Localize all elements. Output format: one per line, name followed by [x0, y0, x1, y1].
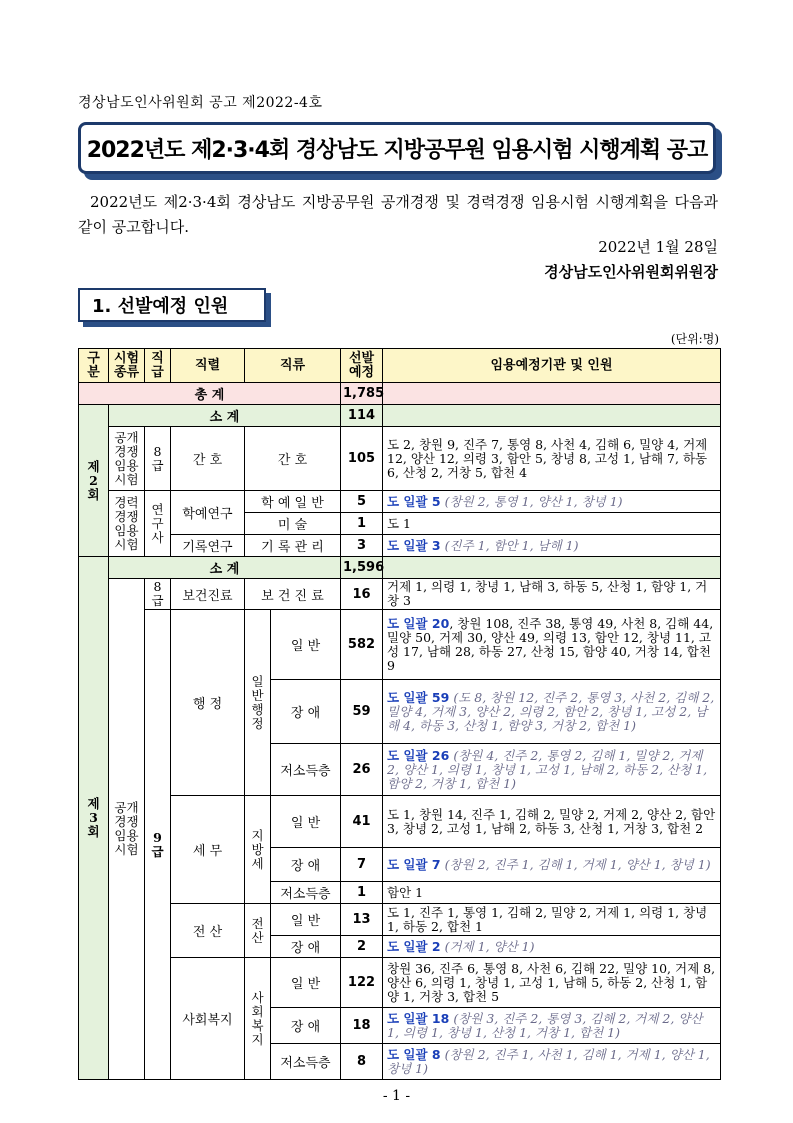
recruitment-table [78, 348, 721, 1080]
planned-num: 7 [341, 848, 383, 882]
do-bulk: 도 일괄 2 [387, 938, 441, 954]
alloc-cell [383, 610, 721, 680]
alloc-cell [383, 535, 721, 557]
table-row [79, 405, 721, 427]
sub-class-cell: 장 애 [271, 848, 341, 882]
class-cell: 보 건 진 료 [245, 579, 341, 610]
alloc-detail: , 창원 108, 진주 38, 통영 49, 사천 8, 김해 44, 밀양 50, 거제 30, 양산 49, 의령 13, 함안 12, 창녕 11, 고성 17, 남해 28, 하동 27, 산청 15, 함양 40, 거창 14, 합천 9 [387, 615, 714, 673]
sub-class-cell: 일 반 [271, 958, 341, 1008]
do-bulk: 도 일괄 26 [387, 747, 450, 763]
section-box [78, 288, 266, 322]
header-series: 직렬 [171, 349, 245, 383]
total-value: 1,785 [341, 383, 383, 405]
planned-num: 582 [341, 610, 383, 680]
header-exam-type: 시험 종류 [109, 349, 145, 383]
round-3-label: 제 3 회 [79, 557, 109, 1080]
alloc-cell: 함안 1 [383, 882, 721, 904]
alloc-detail: (진주 1, 함안 1, 남해 1) [444, 537, 579, 553]
do-bulk: 도 일괄 7 [387, 856, 441, 872]
table-row [79, 610, 721, 680]
planned-num: 16 [341, 579, 383, 610]
header-planned: 선발 예정 [341, 349, 383, 383]
do-bulk: 도 일괄 59 [387, 689, 450, 705]
subtotal-label: 소 계 [109, 557, 341, 579]
class-cell: 전산 [245, 904, 271, 958]
planned-num: 122 [341, 958, 383, 1008]
do-bulk: 도 일괄 18 [387, 1010, 450, 1026]
header-grade: 직급 [145, 349, 171, 383]
alloc-cell: 도 1 [383, 513, 721, 535]
sub-class-cell: 저소득층 [271, 744, 341, 796]
sub-class-cell: 장 애 [271, 1008, 341, 1044]
title-box [78, 122, 716, 174]
series-cell: 사회복지 [171, 958, 245, 1080]
planned-num: 18 [341, 1008, 383, 1044]
alloc-cell: 도 1, 진주 1, 통영 1, 김해 2, 밀양 2, 거제 1, 의령 1, 창녕 1, 하동 2, 합천 1 [383, 904, 721, 936]
planned-num: 1 [341, 513, 383, 535]
table-row [79, 796, 721, 848]
exam-type-open: 공개 경쟁 임용 시험 [109, 427, 145, 491]
sub-class-cell: 저소득층 [271, 1044, 341, 1080]
alloc-detail: (도 8, 창원 12, 진주 2, 통영 3, 사천 2, 김해 2, 밀양 4, 거제 3, 양산 2, 의령 2, 함안 2, 창녕 1, 고성 2, 남해 4, 하동 3, 산청 1, 함양 3, 거창 2, 합천 1) [387, 689, 715, 733]
planned-num: 8 [341, 1044, 383, 1080]
series-cell: 세 무 [171, 796, 245, 904]
round-3-subtotal: 1,596 [341, 557, 383, 579]
planned-num: 26 [341, 744, 383, 796]
grade-cell: 8 급 [145, 427, 171, 491]
table-row [79, 579, 721, 610]
series-cell: 전 산 [171, 904, 245, 958]
grade-cell: 9 급 [145, 610, 171, 1080]
alloc-detail: (창원 2, 통영 1, 양산 1, 창녕 1) [444, 493, 623, 509]
sub-class-cell: 일 반 [271, 610, 341, 680]
sub-class-cell: 장 애 [271, 936, 341, 958]
total-label: 총 계 [79, 383, 341, 405]
page-title: 2022년도 제2·3·4회 경상남도 지방공무원 임용시험 시행계획 공고 [86, 137, 708, 163]
exam-type-open: 공개 경쟁 임용 시험 [109, 579, 145, 1080]
series-cell: 학예연구 [171, 491, 245, 535]
alloc-cell [383, 680, 721, 744]
series-cell: 간 호 [171, 427, 245, 491]
exam-type-career: 경력 경쟁 임용 시험 [109, 491, 145, 557]
alloc-cell: 거제 1, 의령 1, 창녕 1, 남해 3, 하동 5, 산청 1, 함양 1, 거창 3 [383, 579, 721, 610]
sub-class-cell: 일 반 [271, 796, 341, 848]
alloc-cell: 창원 36, 진주 6, 통영 8, 사천 6, 김해 22, 밀양 10, 거제 8, 양산 6, 의령 1, 창녕 1, 고성 1, 남해 5, 하동 2, 산청 1, 함양 1, 거창 3, 합천 5 [383, 958, 721, 1008]
class-cell: 학 예 일 반 [245, 491, 341, 513]
page-number: - 1 - [382, 1088, 411, 1104]
total-row [79, 383, 721, 405]
alloc-detail: (창원 4, 진주 2, 통영 2, 김해 1, 밀양 2, 거제 2, 양산 1, 의령 1, 창녕 1, 고성 1, 남해 2, 하동 2, 산청 1, 함양 2, 거창 1, 합천 1) [387, 747, 708, 791]
table-row [79, 491, 721, 513]
alloc-cell [383, 744, 721, 796]
alloc-cell: 도 1, 창원 14, 진주 1, 김해 2, 밀양 2, 거제 2, 양산 2, 함안 3, 창녕 2, 고성 1, 남해 2, 하동 3, 산청 1, 거창 3, 합천 2 [383, 796, 721, 848]
do-bulk: 도 일괄 20 [387, 615, 450, 631]
table-row [79, 958, 721, 1008]
alloc-detail: (창원 2, 진주 1, 김해 1, 거제 1, 양산 1, 창녕 1) [444, 856, 711, 872]
class-cell: 기 록 관 리 [245, 535, 341, 557]
planned-num: 41 [341, 796, 383, 848]
alloc-cell [383, 1008, 721, 1044]
grade-cell: 연 구 사 [145, 491, 171, 557]
header-class: 직류 [245, 349, 341, 383]
class-cell: 사회 복지 [245, 958, 271, 1080]
table-header-row [79, 349, 721, 383]
planned-num: 13 [341, 904, 383, 936]
sub-class-cell: 저소득층 [271, 882, 341, 904]
table-row [79, 557, 721, 579]
do-bulk: 도 일괄 3 [387, 537, 441, 553]
round-2-label: 제 2 회 [79, 405, 109, 557]
issuer: 경상남도인사위원회위원장 [544, 263, 718, 281]
planned-num: 59 [341, 680, 383, 744]
notice-date: 2022년 1월 28일 [598, 238, 718, 256]
alloc-detail: (창원 3, 진주 2, 통영 3, 김해 2, 거제 2, 양산 1, 의령 1, 창녕 1, 산청 1, 거창 1, 합천 1) [387, 1010, 703, 1040]
sub-class-cell: 일 반 [271, 904, 341, 936]
do-bulk: 도 일괄 5 [387, 493, 441, 509]
alloc-detail: (창원 2, 진주 1, 사천 1, 김해 1, 거제 1, 양산 1, 창녕 1) [387, 1046, 710, 1076]
intro-paragraph: 2022년도 제2·3·4회 경상남도 지방공무원 공개경쟁 및 경력경쟁 임용시험 시행계획을 다음과 같이 공고합니다. [78, 193, 718, 236]
class-cell: 간 호 [245, 427, 341, 491]
sub-class-cell: 장 애 [271, 680, 341, 744]
class-cell: 지방세 [245, 796, 271, 904]
planned-num: 2 [341, 936, 383, 958]
header-division: 구분 [79, 349, 109, 383]
series-cell: 보건진료 [171, 579, 245, 610]
class-cell: 일반 행정 [245, 610, 271, 796]
alloc-cell [383, 936, 721, 958]
alloc-cell [383, 1044, 721, 1080]
class-cell: 미 술 [245, 513, 341, 535]
grade-cell: 8 급 [145, 579, 171, 610]
planned-num: 5 [341, 491, 383, 513]
table-row [79, 535, 721, 557]
planned-num: 105 [341, 427, 383, 491]
unit-label: (단위:명) [670, 332, 719, 346]
notice-number: 경상남도인사위원회 공고 제2022-4호 [78, 95, 323, 111]
table-row [79, 427, 721, 491]
alloc-cell [383, 491, 721, 513]
series-cell: 기록연구 [171, 535, 245, 557]
table-row [79, 904, 721, 936]
alloc-cell: 도 2, 창원 9, 진주 7, 통영 8, 사천 4, 김해 6, 밀양 4, 거제 12, 양산 12, 의령 3, 함안 5, 창녕 8, 고성 1, 남해 7, 하동 6, 산청 2, 거창 5, 합천 4 [383, 427, 721, 491]
planned-num: 1 [341, 882, 383, 904]
round-2-subtotal: 114 [341, 405, 383, 427]
header-agencies: 임용예정기관 및 인원 [383, 349, 721, 383]
do-bulk: 도 일괄 8 [387, 1046, 441, 1062]
alloc-cell [383, 848, 721, 882]
series-cell: 행 정 [171, 610, 245, 796]
subtotal-label: 소 계 [109, 405, 341, 427]
section-title: 1. 선발예정 인원 [92, 296, 229, 317]
alloc-detail: (거제 1, 양산 1) [444, 938, 535, 954]
planned-num: 3 [341, 535, 383, 557]
